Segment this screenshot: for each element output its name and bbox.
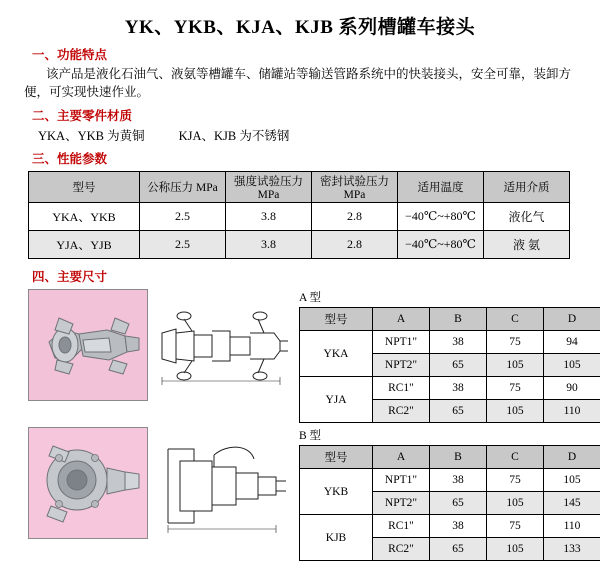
perf-cell-temp: −40℃~+80℃ [398, 203, 484, 231]
dim-a-cell-c: 105 [487, 400, 544, 423]
dimension-block-b [28, 427, 586, 561]
dim-a-cell-d: 94 [544, 331, 600, 354]
dim-b-cell-b: 65 [430, 492, 487, 515]
page-title: YK、YKB、KJA、KJB 系列槽罐车接头 [14, 12, 586, 39]
dim-b-cell-b: 65 [430, 538, 487, 561]
dim-b-cell-b: 38 [430, 469, 487, 492]
dim-b-cell-a: NPT2" [373, 492, 430, 515]
dim-b-cell-d: 105 [544, 469, 600, 492]
dimension-table-a-wrap [299, 289, 600, 423]
dim-a-header-model: 型号 [300, 308, 373, 331]
section-heading-features: 一、功能特点 [32, 45, 586, 63]
dim-a-header-d: D [544, 308, 600, 331]
dimension-table-a-label: A 型 [299, 289, 600, 305]
dim-b-header-d: D [544, 446, 600, 469]
dimension-table-a [299, 307, 600, 423]
table-row [300, 469, 600, 492]
table-row [29, 203, 570, 231]
dim-a-cell-a: RC2" [373, 400, 430, 423]
dim-a-cell-b: 38 [430, 377, 487, 400]
dim-a-cell-c: 105 [487, 354, 544, 377]
perf-header-model: 型号 [29, 172, 140, 203]
dim-a-cell-b: 65 [430, 354, 487, 377]
document-page [0, 12, 600, 528]
dim-b-cell-model: KJB [300, 515, 373, 561]
table-row [29, 231, 570, 259]
performance-table [28, 171, 570, 259]
table-header-row [29, 172, 570, 203]
perf-cell-nominal: 2.5 [140, 231, 226, 259]
dim-a-cell-d: 110 [544, 400, 600, 423]
coupling-drawing-b [154, 427, 289, 537]
dim-a-header-c: C [487, 308, 544, 331]
coupling-drawing-a [154, 289, 289, 399]
features-text [24, 65, 582, 101]
perf-cell-model: YJA、YJB [29, 231, 140, 259]
perf-cell-strength: 3.8 [226, 203, 312, 231]
dim-a-header-b: B [430, 308, 487, 331]
perf-header-nominal-pressure: 公称压力 MPa [140, 172, 226, 203]
dim-b-header-model: 型号 [300, 446, 373, 469]
dim-a-cell-a: NPT1" [373, 331, 430, 354]
dimension-table-b-wrap [299, 427, 600, 561]
dim-b-cell-b: 38 [430, 515, 487, 538]
dim-b-cell-a: NPT1" [373, 469, 430, 492]
perf-header-medium: 适用介质 [484, 172, 570, 203]
dim-a-cell-c: 75 [487, 377, 544, 400]
section-heading-dimensions: 四、主要尺寸 [32, 267, 586, 285]
dim-a-cell-a: NPT2" [373, 354, 430, 377]
materials-brass: YKA、YKB 为黄铜 [38, 129, 145, 143]
dim-b-cell-c: 105 [487, 492, 544, 515]
dim-a-cell-c: 75 [487, 331, 544, 354]
dim-b-header-a: A [373, 446, 430, 469]
perf-cell-medium: 液 氨 [484, 231, 570, 259]
dim-b-cell-c: 75 [487, 515, 544, 538]
dimension-table-b [299, 445, 600, 561]
dim-a-cell-b: 38 [430, 331, 487, 354]
perf-header-seal-pressure: 密封试验压力 MPa [312, 172, 398, 203]
perf-cell-medium: 液化气 [484, 203, 570, 231]
dim-b-cell-a: RC2" [373, 538, 430, 561]
dim-b-cell-d: 145 [544, 492, 600, 515]
features-text-body: 该产品是液化石油气、液氨等槽罐车、储罐站等输送管路系统中的快装接头，安全可靠，装卸方便，可实现快速作业。 [24, 67, 571, 99]
dim-b-header-b: B [430, 446, 487, 469]
table-row [300, 515, 600, 538]
dim-b-cell-d: 133 [544, 538, 600, 561]
dim-a-cell-model: YJA [300, 377, 373, 423]
section-heading-materials: 二、主要零件材质 [32, 106, 586, 124]
perf-cell-model: YKA、YKB [29, 203, 140, 231]
dim-b-cell-c: 105 [487, 538, 544, 561]
dim-b-cell-d: 110 [544, 515, 600, 538]
dim-a-cell-b: 65 [430, 400, 487, 423]
perf-cell-seal: 2.8 [312, 203, 398, 231]
perf-cell-strength: 3.8 [226, 231, 312, 259]
perf-header-temperature: 适用温度 [398, 172, 484, 203]
dim-a-cell-model: YKA [300, 331, 373, 377]
perf-cell-temp: −40℃~+80℃ [398, 231, 484, 259]
perf-cell-nominal: 2.5 [140, 203, 226, 231]
perf-cell-seal: 2.8 [312, 231, 398, 259]
dim-b-cell-a: RC1" [373, 515, 430, 538]
table-row [300, 377, 600, 400]
table-header-row [300, 308, 600, 331]
dim-a-cell-d: 90 [544, 377, 600, 400]
dimension-table-b-label: B 型 [299, 427, 600, 443]
materials-line [38, 126, 586, 144]
dim-b-header-c: C [487, 446, 544, 469]
materials-steel: KJA、KJB 为不锈钢 [179, 129, 290, 143]
table-header-row [300, 446, 600, 469]
dimension-block-a [28, 289, 586, 423]
dim-a-header-a: A [373, 308, 430, 331]
perf-header-strength-pressure: 强度试验压力 MPa [226, 172, 312, 203]
dim-a-cell-a: RC1" [373, 377, 430, 400]
dim-b-cell-c: 75 [487, 469, 544, 492]
coupling-photo-b [28, 427, 148, 539]
table-row [300, 331, 600, 354]
coupling-photo-a [28, 289, 148, 401]
section-heading-performance: 三、性能参数 [32, 149, 586, 167]
dim-b-cell-model: YKB [300, 469, 373, 515]
dim-a-cell-d: 105 [544, 354, 600, 377]
